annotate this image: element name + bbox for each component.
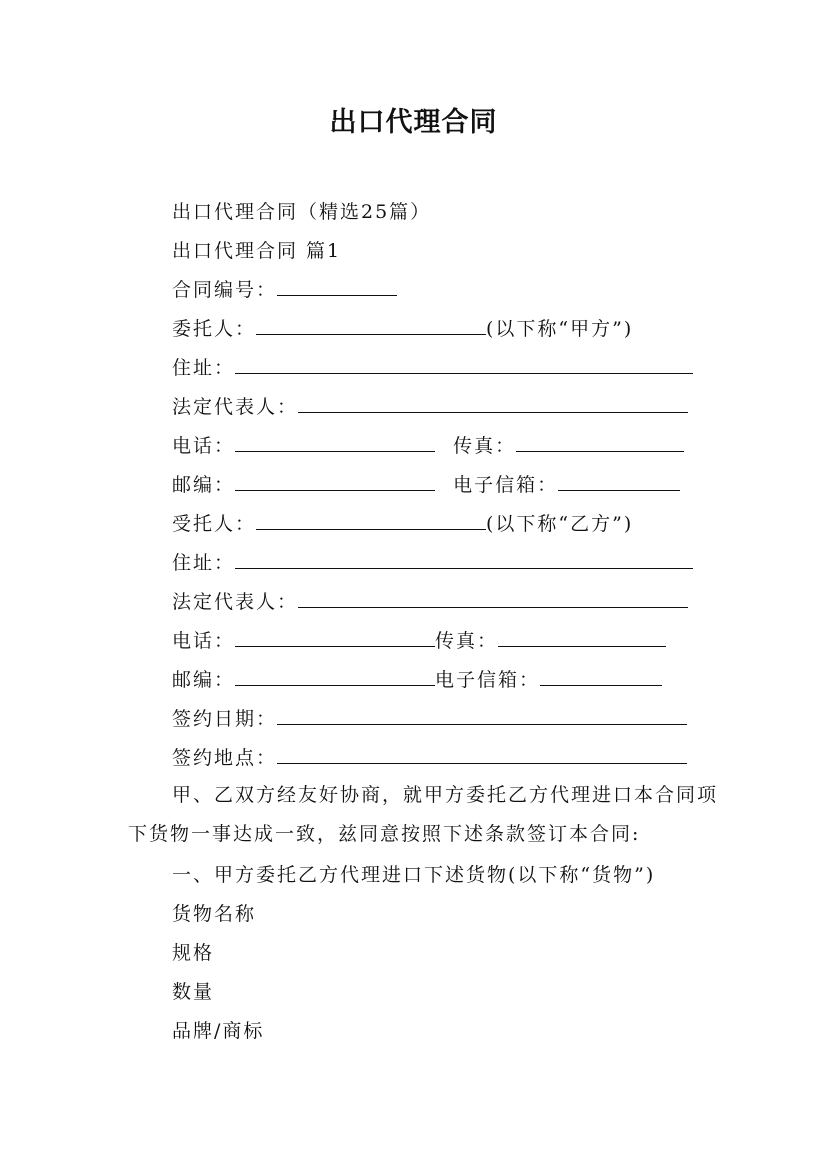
party-b-rep-blank[interactable] <box>298 589 688 608</box>
principal-suffix: (以下称“甲方”) <box>486 318 634 340</box>
contract-number-label: 合同编号： <box>172 279 278 301</box>
party-a-fax-blank[interactable] <box>516 433 684 452</box>
party-a-fax-label: 传真： <box>453 435 517 457</box>
sign-date-label: 签约日期： <box>172 708 278 730</box>
party-b-postcode-label: 邮编： <box>172 669 236 691</box>
party-b-phone-fax-row <box>172 628 666 654</box>
sign-place-blank[interactable] <box>277 745 687 764</box>
contract-number-blank[interactable] <box>277 277 397 296</box>
party-a-phone-fax-row <box>172 433 684 459</box>
party-a-phone-blank[interactable] <box>235 433 435 452</box>
party-b-address-blank[interactable] <box>235 550 693 569</box>
subtitle: 出口代理合同（精选25篇） <box>172 201 432 223</box>
party-a-phone-label: 电话： <box>172 435 236 457</box>
item-quantity: 数量 <box>172 981 215 1003</box>
party-b-email-blank[interactable] <box>540 667 662 686</box>
party-b-address-row <box>172 550 693 576</box>
clause-1: 一、甲方委托乙方代理进口下述货物(以下称“货物”) <box>172 864 656 886</box>
party-a-address-row <box>172 355 693 381</box>
agent-row <box>172 511 633 537</box>
agent-suffix: (以下称“乙方”) <box>486 513 634 535</box>
party-a-address-blank[interactable] <box>235 355 693 374</box>
party-a-postcode-label: 邮编： <box>172 474 236 496</box>
party-a-email-label: 电子信箱： <box>453 474 559 496</box>
party-b-phone-label: 电话： <box>172 630 236 652</box>
sign-place-label: 签约地点： <box>172 747 278 769</box>
party-b-fax-label: 传真： <box>435 630 499 652</box>
chapter-heading: 出口代理合同 篇1 <box>172 240 342 262</box>
sign-date-blank[interactable] <box>277 706 687 725</box>
party-b-rep-row <box>172 589 688 615</box>
document-title: 出口代理合同 <box>329 107 498 138</box>
intro-paragraph: 甲、乙双方经友好协商，就甲方委托乙方代理进口本合同项下货物一事达成一致，兹同意按照下述条款签订本合同: <box>128 784 719 845</box>
party-b-phone-blank[interactable] <box>235 628 435 647</box>
agent-label: 受托人： <box>172 513 257 535</box>
party-a-rep-label: 法定代表人： <box>172 396 299 418</box>
item-goods-name: 货物名称 <box>172 903 257 925</box>
party-a-rep-row <box>172 394 688 420</box>
party-b-postcode-blank[interactable] <box>235 667 435 686</box>
party-a-email-blank[interactable] <box>558 472 680 491</box>
party-b-email-label: 电子信箱： <box>435 669 541 691</box>
item-brand: 品牌/商标 <box>172 1020 265 1042</box>
party-b-fax-blank[interactable] <box>498 628 666 647</box>
contract-number-row <box>172 277 397 303</box>
principal-label: 委托人： <box>172 318 257 340</box>
item-specification: 规格 <box>172 942 215 964</box>
party-b-address-label: 住址： <box>172 552 236 574</box>
party-a-postcode-blank[interactable] <box>235 472 435 491</box>
party-b-rep-label: 法定代表人： <box>172 591 299 613</box>
sign-place-row <box>172 745 687 771</box>
agent-blank[interactable] <box>256 511 486 530</box>
party-a-postcode-email-row <box>172 472 680 498</box>
sign-date-row <box>172 706 687 732</box>
party-a-address-label: 住址： <box>172 357 236 379</box>
principal-blank[interactable] <box>256 316 486 335</box>
party-b-postcode-email-row <box>172 667 662 693</box>
principal-row <box>172 316 633 342</box>
party-a-rep-blank[interactable] <box>298 394 688 413</box>
